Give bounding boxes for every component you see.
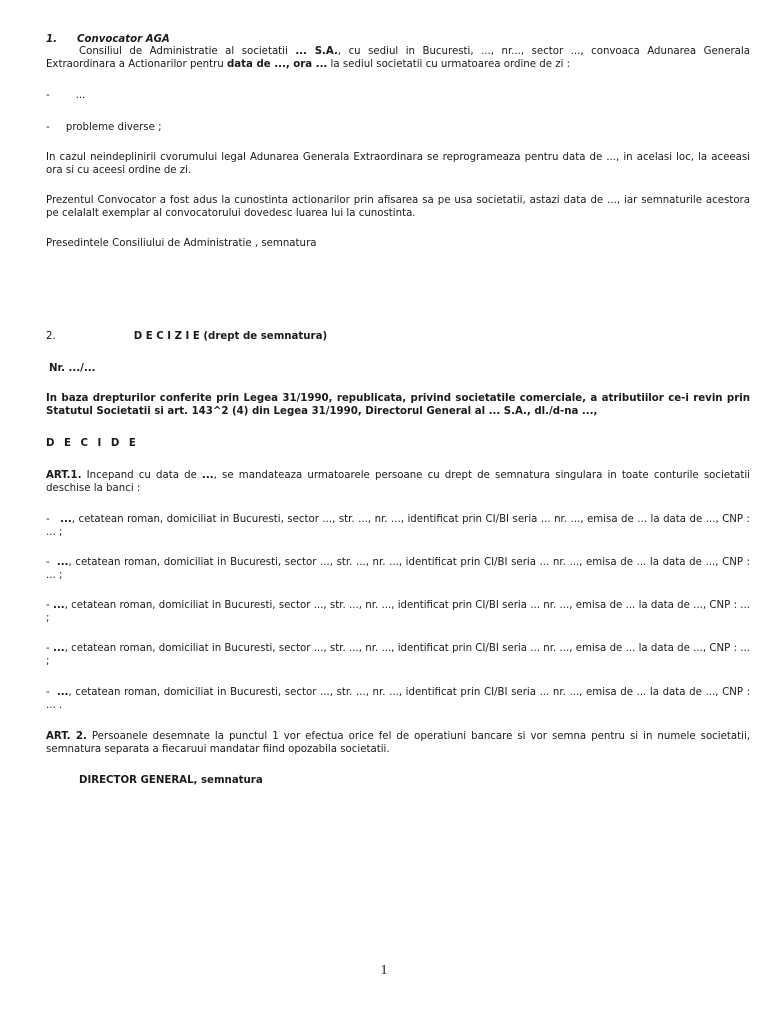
decide-heading: D E C I D E [46,438,139,449]
art-2: ART. 2. Persoanele desemnate la punctul 1 vor efectua orice fel de operatiuni bancare si vor semna pentru si in numele societatii, semnatura separata a fiecaruui mandatar fiind opozabila societatii. [46,731,751,755]
section-number: 2. [46,331,56,342]
decizie-number: Nr. .../... [49,363,96,374]
convocator-paragraph-3: Prezentul Convocator a fost adus la cunostinta actionarilor prin afisarea sa pe usa societatii, astazi data de ..., iar semnaturile acestora pe celalalt exemplar al convocatorului dovedesc luarea lui la cunostinta. [46,195,750,219]
decizie-title: D E C I Z I E (drept de semnatura) [133,331,328,342]
person-entry: - ..., cetatean roman, domiciliat in Bucuresti, sector ..., str. ..., nr. ..., identificat prin CI/BI seria ... nr. ..., emisa de ... la data de ..., CNP : ... . [46,687,751,711]
decizie-preamble: In baza drepturilor conferite prin Legea 31/1990, republicata, privind societatile comerciale, a atributiilor ce-i revin prin Statutul Societatii si art. 143^2 (4) din Legea 31/1990, Directorul General al ... S.A., dl./d-na ..., [46,393,750,417]
person-entry: - ..., cetatean roman, domiciliat in Bucuresti, sector ..., str. ..., nr. ..., identificat prin CI/BI seria ... nr. ..., emisa de ... la data de ..., CNP : ... ; [46,514,750,538]
section-number: 1. [46,34,57,45]
person-entry: - ..., cetatean roman, domiciliat in Bucuresti, sector ..., str. ..., nr. ..., identificat prin CI/BI seria ... nr. ..., emisa de ... la data de ..., CNP : ... ; [46,557,751,581]
person-entry: - ..., cetatean roman, domiciliat in Bucuresti, sector ..., str. ..., nr. ..., identificat prin CI/BI seria ... nr. ..., emisa de ... la data de ..., CNP : ... ; [46,643,751,667]
decizie-heading [46,330,750,343]
page-number: 1 [380,963,388,978]
director-signature: DIRECTOR GENERAL, semnatura [79,775,263,786]
art-1: ART.1. Incepand cu data de ..., se mandateaza urmatoarele persoane cu drept de semnatura singulara in toate conturile societatii deschise la banci : [46,470,750,494]
agenda-item-2: - probleme diverse ; [46,122,162,133]
convocator-paragraph-1: Consiliul de Administratie al societatii ... S.A., cu sediul in Bucuresti, ..., nr..., sector ..., convoaca Adunarea Generala Extraordinara a Actionarilor pentru data de ..., ora ... la sediul societatii cu urmatoarea ordine de zi : [46,46,750,70]
agenda-item-1: - ... [46,90,86,101]
convocator-paragraph-2: In cazul neindeplinirii cvorumului legal Adunarea Generala Extraordinara se reprogrameaza pentru data de ..., in acelasi loc, la aceeasi ora si cu aceesi ordine de zi. [46,152,750,176]
person-entry: - ..., cetatean roman, domiciliat in Bucuresti, sector ..., str. ..., nr. ..., identificat prin CI/BI seria ... nr. ..., emisa de ... la data de ..., CNP : ... ; [46,600,751,624]
convocator-title: Convocator AGA [76,34,170,45]
convocator-signature: Presedintele Consiliului de Administratie , semnatura [46,238,317,249]
